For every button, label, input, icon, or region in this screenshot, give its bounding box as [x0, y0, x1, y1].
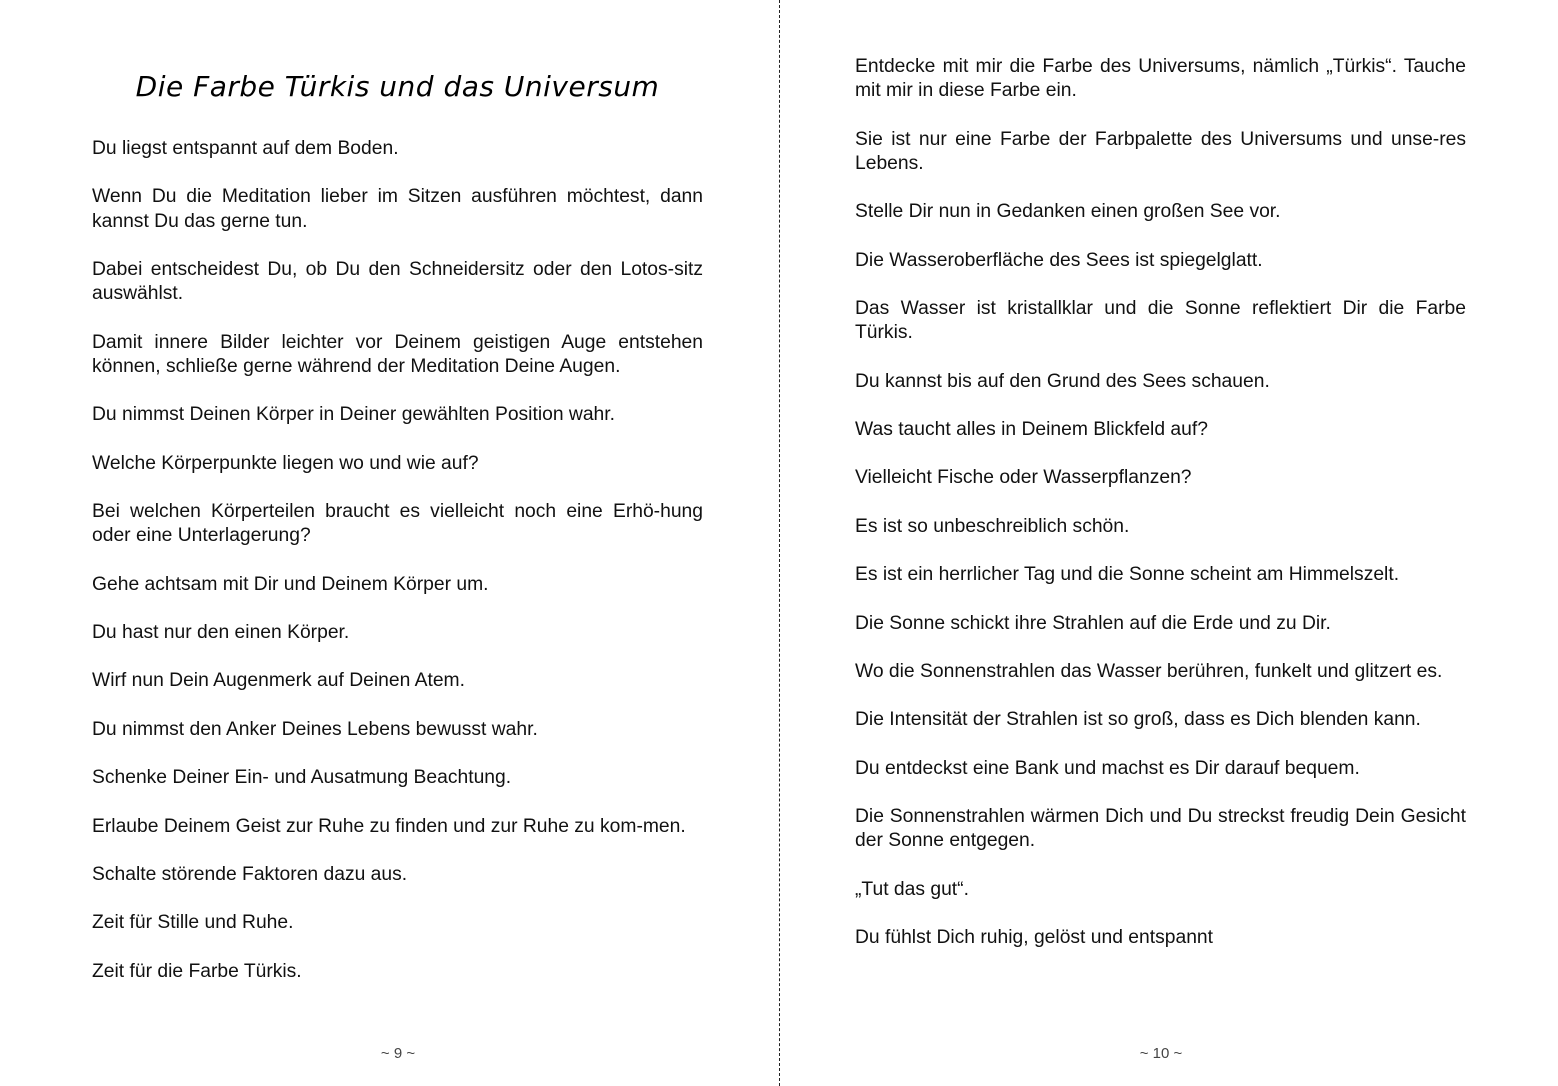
paragraph: Du entdeckst eine Bank und machst es Dir darauf bequem.	[855, 757, 1360, 779]
paragraph: Damit innere Bilder leichter vor Deinem geistigen Auge entstehen können, schließe gerne während der Meditation Deine Augen.	[92, 331, 703, 377]
page-number: ~ 10 ~	[1139, 1045, 1183, 1062]
right-page-body	[855, 55, 1466, 974]
left-page-body	[92, 137, 703, 1008]
paragraph: Dabei entscheidest Du, ob Du den Schneidersitz oder den Lotos-sitz auswählst.	[92, 258, 703, 305]
paragraph: Du kannst bis auf den Grund des Sees schauen.	[855, 370, 1270, 392]
paragraph: Die Sonne schickt ihre Strahlen auf die Erde und zu Dir.	[855, 612, 1331, 634]
paragraph: Sie ist nur eine Farbe der Farbpalette des Universums und unse-res Lebens.	[855, 128, 1466, 174]
paragraph: Du hast nur den einen Körper.	[92, 621, 350, 643]
paragraph: Wirf nun Dein Augenmerk auf Deinen Atem.	[92, 670, 465, 692]
page-title: Die Farbe Türkis und das Universum	[135, 70, 660, 103]
paragraph: Schenke Deiner Ein- und Ausatmung Beachtung.	[92, 767, 512, 789]
paragraph: Du nimmst den Anker Deines Lebens bewusst wahr.	[92, 718, 538, 740]
paragraph: Entdecke mit mir die Farbe des Universums, nämlich „Türkis“. Tauche mit mir in diese Farbe ein.	[855, 56, 1466, 102]
paragraph: Welche Körperpunkte liegen wo und wie auf?	[92, 452, 479, 474]
paragraph: Du fühlst Dich ruhig, gelöst und entspannt	[855, 927, 1213, 949]
paragraph: Zeit für Stille und Ruhe.	[92, 912, 294, 934]
paragraph: Die Wasseroberfläche des Sees ist spiegelglatt.	[855, 249, 1263, 271]
paragraph: Wenn Du die Meditation lieber im Sitzen ausführen möchtest, dann kannst Du das gerne tun.	[92, 186, 703, 232]
paragraph: Schalte störende Faktoren dazu aus.	[92, 863, 408, 885]
paragraph: Die Intensität der Strahlen ist so groß, dass es Dich blenden kann.	[855, 709, 1421, 731]
page-number: ~ 9 ~	[380, 1045, 416, 1062]
paragraph: „Tut das gut“.	[855, 878, 969, 900]
paragraph: Bei welchen Körperteilen braucht es vielleicht noch eine Erhö-hung oder eine Unterlagerung?	[92, 500, 703, 547]
paragraph: Stelle Dir nun in Gedanken einen großen See vor.	[855, 201, 1281, 223]
paragraph: Erlaube Deinem Geist zur Ruhe zu finden und zur Ruhe zu kom-men.	[92, 815, 686, 837]
paragraph: Zeit für die Farbe Türkis.	[92, 960, 302, 982]
paragraph: Was taucht alles in Deinem Blickfeld auf?	[855, 418, 1208, 440]
paragraph: Wo die Sonnenstrahlen das Wasser berühren, funkelt und glitzert es.	[855, 660, 1443, 682]
paragraph: Es ist so unbeschreiblich schön.	[855, 515, 1130, 537]
paragraph: Das Wasser ist kristallklar und die Sonne reflektiert Dir die Farbe Türkis.	[855, 297, 1466, 344]
paragraph: Es ist ein herrlicher Tag und die Sonne scheint am Himmelszelt.	[855, 564, 1400, 586]
paragraph: Du liegst entspannt auf dem Boden.	[92, 138, 399, 159]
right-page	[780, 0, 1558, 1086]
paragraph: Die Sonnenstrahlen wärmen Dich und Du streckst freudig Dein Gesicht der Sonne entgegen.	[855, 806, 1466, 852]
paragraph: Vielleicht Fische oder Wasserpflanzen?	[855, 467, 1192, 489]
paragraph: Gehe achtsam mit Dir und Deinem Körper um.	[92, 573, 489, 595]
paragraph: Du nimmst Deinen Körper in Deiner gewählten Position wahr.	[92, 404, 615, 426]
